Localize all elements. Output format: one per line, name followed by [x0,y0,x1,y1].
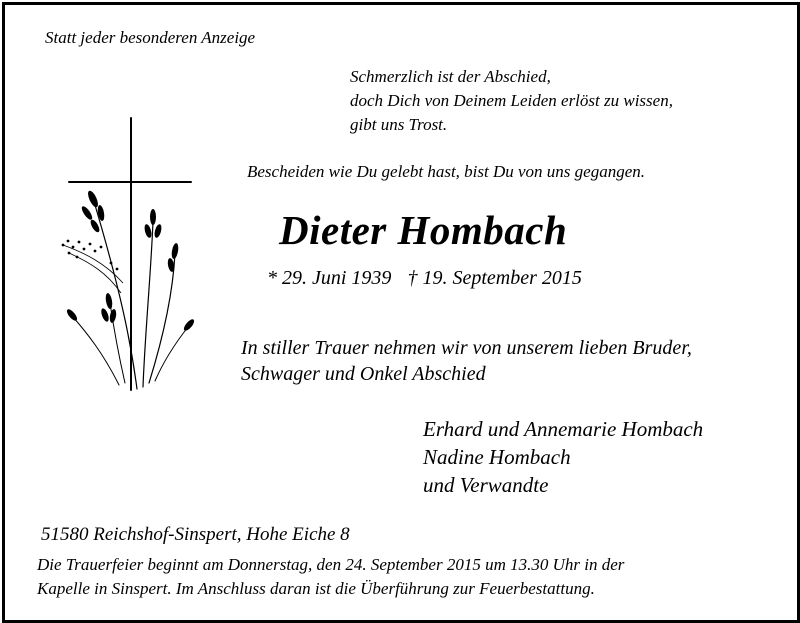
signatory: und Verwandte [423,473,549,497]
funeral-info [37,553,624,601]
quote-line: Schmerzlich ist der Abschied, [350,67,551,86]
intro-line: Statt jeder besonderen Anzeige [45,28,256,47]
cross-with-wheat-icon [55,113,200,395]
mourning-line: In stiller Trauer nehmen wir von unserem lieben Bruder, [241,337,692,359]
quote-line: gibt uns Trost. [350,115,448,134]
address: 51580 Reichshof-Sinspert, Hohe Eiche 8 [41,524,350,545]
signatories [423,415,703,499]
consolation-quote [350,65,673,137]
funeral-line: Kapelle in Sinspert. Im Anschluss daran ist die Überführung zur Feuerbestattung. [37,579,595,598]
death-date: † 19. September 2015 [407,267,582,289]
birth-date: * 29. Juni 1939 [267,267,392,289]
deceased-name: Dieter Hombach [279,207,568,253]
obituary-notice [2,2,800,623]
life-dates [267,267,582,290]
signatory: Erhard und Annemarie Hombach [423,417,704,441]
funeral-line: Die Trauerfeier beginnt am Donnerstag, den 24. September 2015 um 13.30 Uhr in der [37,555,625,574]
mourning-line: Schwager und Onkel Abschied [241,363,486,385]
quote-line: doch Dich von Deinem Leiden erlöst zu wissen, [350,91,673,110]
signatory: Nadine Hombach [423,445,571,469]
farewell-line: Bescheiden wie Du gelebt hast, bist Du von uns gegangen. [247,162,646,181]
mourning-text [241,335,692,387]
